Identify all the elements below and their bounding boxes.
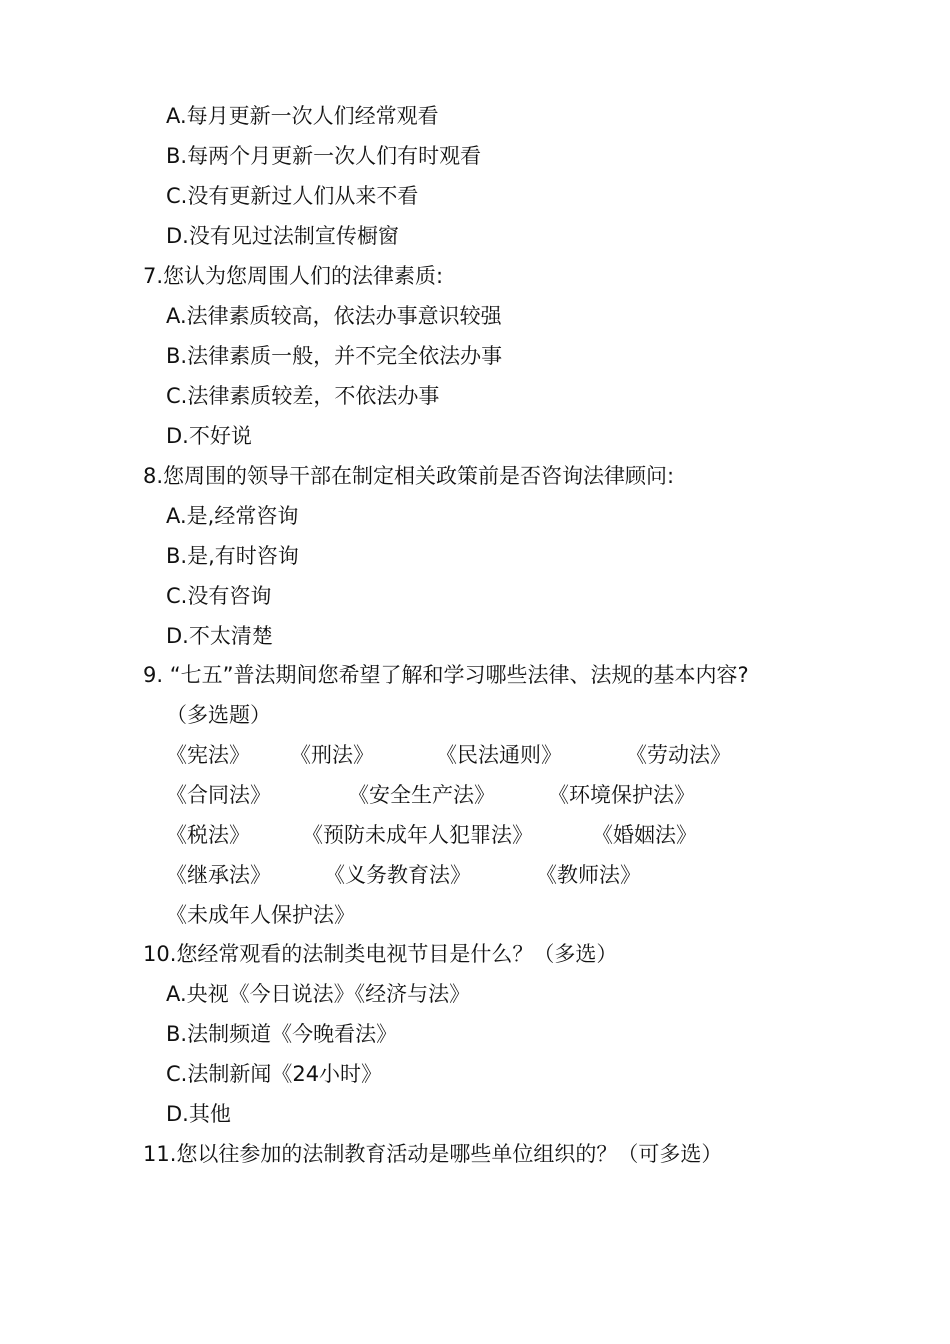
law-item: 《环境保护法》 xyxy=(548,783,695,807)
law-item: 《教师法》 xyxy=(536,863,641,887)
q6-option-c: C.没有更新过人们从来不看 xyxy=(166,184,419,208)
q9-note: （多选题） xyxy=(166,703,271,727)
q7-option-a: A.法律素质较高，依法办事意识较强 xyxy=(166,304,502,328)
q8-option-b: B.是,有时咨询 xyxy=(166,544,299,568)
q7-option-c: C.法律素质较差，不依法办事 xyxy=(166,384,440,408)
q6-option-b: B.每两个月更新一次人们有时观看 xyxy=(166,144,482,168)
q7-option-b: B.法律素质一般，并不完全依法办事 xyxy=(166,344,503,368)
q10-option-c: C.法制新闻《24小时》 xyxy=(166,1062,383,1086)
law-item: 《税法》 xyxy=(166,823,250,847)
q6-option-a: A.每月更新一次人们经常观看 xyxy=(166,104,439,128)
law-item: 《未成年人保护法》 xyxy=(166,903,355,927)
q10-option-b: B.法制频道《今晚看法》 xyxy=(166,1022,398,1046)
law-item: 《民法通则》 xyxy=(436,743,562,767)
law-item: 《刑法》 xyxy=(290,743,374,767)
law-item: 《劳动法》 xyxy=(626,743,731,767)
q9-question: 9. “七五”普法期间您希望了解和学习哪些法律、法规的基本内容? xyxy=(143,663,749,687)
q7-option-d: D.不好说 xyxy=(166,424,252,448)
q10-option-d: D.其他 xyxy=(166,1102,231,1126)
law-item: 《安全生产法》 xyxy=(348,783,495,807)
q10-option-a: A.央视《今日说法》《经济与法》 xyxy=(166,982,471,1006)
law-item: 《预防未成年人犯罪法》 xyxy=(302,823,533,847)
q8-option-a: A.是,经常咨询 xyxy=(166,504,299,528)
q8-question: 8.您周围的领导干部在制定相关政策前是否咨询法律顾问: xyxy=(143,464,675,488)
q6-option-d: D.没有见过法制宣传橱窗 xyxy=(166,224,399,248)
q10-question: 10.您经常观看的法制类电视节目是什么？（多选） xyxy=(143,942,618,966)
q8-option-c: C.没有咨询 xyxy=(166,584,272,608)
q8-option-d: D.不太清楚 xyxy=(166,624,273,648)
law-item: 《合同法》 xyxy=(166,783,271,807)
law-item: 《义务教育法》 xyxy=(324,863,471,887)
q11-question: 11.您以往参加的法制教育活动是哪些单位组织的？（可多选） xyxy=(143,1142,723,1166)
law-item: 《婚姻法》 xyxy=(592,823,697,847)
law-item: 《宪法》 xyxy=(166,743,250,767)
law-item: 《继承法》 xyxy=(166,863,271,887)
q7-question: 7.您认为您周围人们的法律素质: xyxy=(143,264,444,288)
